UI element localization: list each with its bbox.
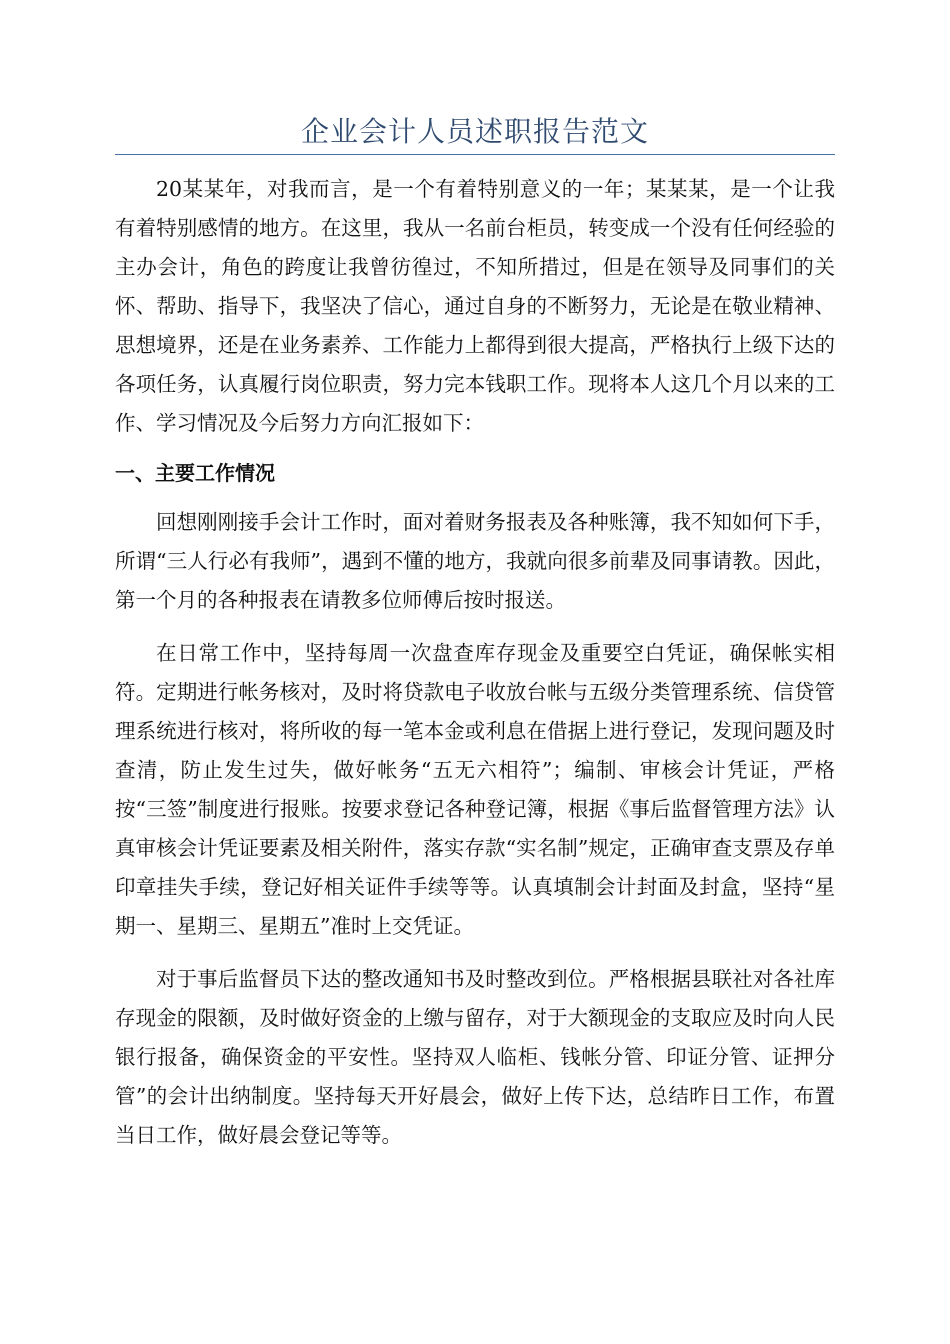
body-paragraph: 在日常工作中，坚持每周一次盘查库存现金及重要空白凭证，确保帐实相符。定期进行帐务核对，及时将贷款电子收放台帐与五级分类管理系统、信贷管理系统进行核对，将所收的每一笔本金或利息在借据上进行登记，发现问题及时查清，防止发生过失，做好帐务“五无六相符”；编制、审核会计凭证，严格按“三签”制度进行报账。按要求登记各种登记簿，根据《事后监督管理方法》认真审核会计凭证要素及相关附件，落实存款“实名制”规定，正确审查支票及存单印章挂失手续，登记好相关证件手续等等。认真填制会计封面及封盒，坚持“星期一、星期三、星期五”准时上交凭证。: [115, 641, 835, 938]
title-underline: [115, 154, 835, 155]
intro-paragraph: 20某某年，对我而言，是一个有着特别意义的一年；某某某，是一个让我有着特别感情的地方。在这里，我从一名前台柜员，转变成一个没有任何经验的主办会计，角色的跨度让我曾彷徨过，不知所措过，但是在领导及同事们的关怀、帮助、指导下，我坚决了信心，通过自身的不断努力，无论是在敬业精神、思想境界，还是在业务素养、工作能力上都得到很大提高，严格执行上级下达的各项任务，认真履行岗位职责，努力完本钱职工作。现将本人这几个月以来的工作、学习情况及今后努力方向汇报如下：: [115, 177, 835, 435]
body-paragraph: 对于事后监督员下达的整改通知书及时整改到位。严格根据县联社对各社库存现金的限额，及时做好资金的上缴与留存，对于大额现金的支取应及时向人民银行报备，确保资金的平安性。坚持双人临柜、钱帐分管、印证分管、证押分管”的会计出纳制度。坚持每天开好晨会，做好上传下达，总结昨日工作，布置当日工作，做好晨会登记等等。: [115, 967, 835, 1147]
body-paragraph: 回想刚刚接手会计工作时，面对着财务报表及各种账簿，我不知如何下手，所谓“三人行必有我师”，遇到不懂的地方，我就向很多前辈及同事请教。因此，第一个月的各种报表在请教多位师傅后按时报送。: [115, 510, 835, 612]
document-body: [115, 170, 835, 1155]
section-heading: 一、主要工作情况: [115, 461, 275, 485]
document-title: 企业会计人员述职报告范文: [300, 115, 649, 148]
